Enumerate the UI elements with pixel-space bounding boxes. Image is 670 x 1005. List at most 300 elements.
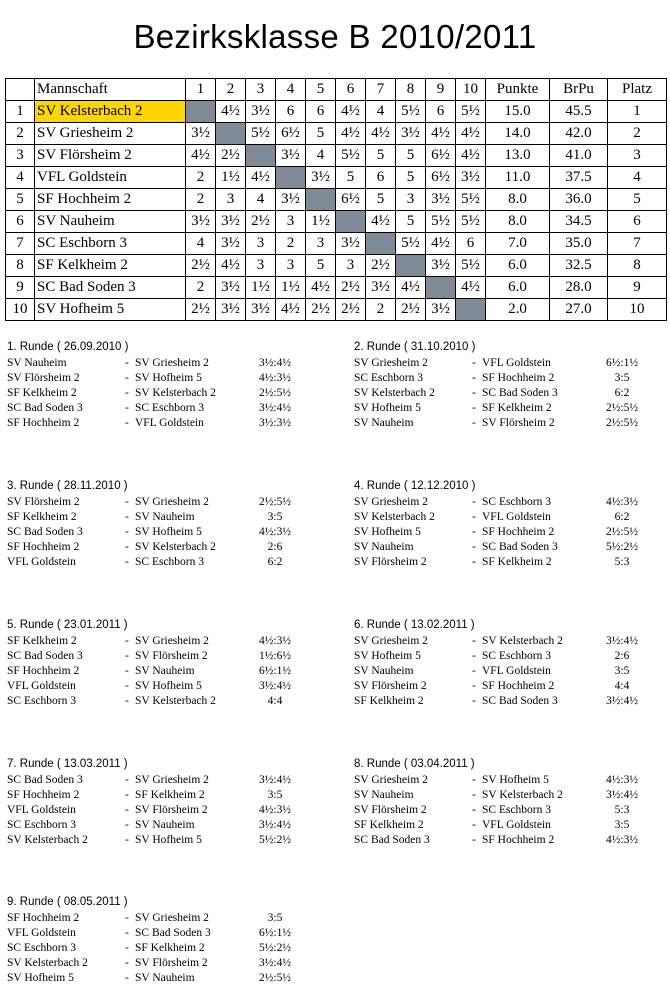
result-cell: 3	[276, 211, 306, 233]
column-header-opponent: 2	[216, 79, 246, 101]
place-cell: 6	[608, 211, 667, 233]
result-cell: 2½	[306, 299, 336, 321]
result-cell: 5	[306, 123, 336, 145]
home-team: SV Kelsterbach 2	[7, 957, 88, 969]
separator-dash: -	[472, 526, 476, 538]
match-score: 5:3	[614, 556, 630, 568]
match-score: 4:4	[267, 695, 283, 707]
home-team: SF Hochheim 2	[7, 912, 80, 924]
match-score: 6½:1½	[259, 665, 291, 677]
away-team: SV Nauheim	[135, 972, 195, 984]
round-block	[354, 618, 670, 709]
result-cell: 3½	[216, 277, 246, 299]
home-team: SV Kelsterbach 2	[354, 511, 435, 523]
result-cell: 2½	[366, 255, 396, 277]
match-row	[7, 401, 327, 416]
separator-dash: -	[472, 804, 476, 816]
separator-dash: -	[472, 417, 476, 429]
place-cell: 4	[608, 167, 667, 189]
match-row	[354, 664, 670, 679]
match-score: 5½:2½	[606, 541, 638, 553]
column-header-points: Punkte	[486, 79, 550, 101]
round-block	[354, 479, 670, 570]
result-cell: 3½	[366, 277, 396, 299]
home-team: SC Eschborn 3	[7, 942, 76, 954]
away-team: SC Eschborn 3	[135, 556, 204, 568]
result-cell: 4½	[336, 101, 366, 123]
result-cell: 4	[186, 233, 216, 255]
match-row	[354, 525, 670, 540]
column-header-team: Mannschaft	[35, 79, 186, 101]
points-cell: 11.0	[486, 167, 550, 189]
match-row	[354, 803, 670, 818]
result-cell: 6½	[426, 145, 456, 167]
round-heading: 7. Runde ( 13.03.2011 )	[7, 758, 128, 770]
home-team: VFL Goldstein	[7, 804, 76, 816]
match-row	[7, 356, 327, 371]
home-team: VFL Goldstein	[7, 927, 76, 939]
round-block	[7, 340, 327, 431]
result-cell: 2½	[396, 299, 426, 321]
points-cell: 8.0	[486, 189, 550, 211]
home-team: SV Kelsterbach 2	[7, 834, 88, 846]
place-cell: 8	[608, 255, 667, 277]
separator-dash: -	[472, 789, 476, 801]
team-name-cell: SV Flörsheim 2	[35, 145, 186, 167]
separator-dash: -	[125, 650, 129, 662]
separator-dash: -	[125, 927, 129, 939]
match-row	[354, 510, 670, 525]
match-score: 6:2	[267, 556, 283, 568]
separator-dash: -	[472, 387, 476, 399]
rank-number-cell: 8	[6, 255, 35, 277]
table-row	[6, 277, 667, 299]
result-cell: 1½	[216, 167, 246, 189]
home-team: SV Nauheim	[7, 357, 67, 369]
points-cell: 8.0	[486, 211, 550, 233]
match-row	[354, 634, 670, 649]
away-team: SF Kelkheim 2	[482, 556, 552, 568]
result-cell: 4½	[366, 123, 396, 145]
separator-dash: -	[125, 680, 129, 692]
home-team: SV Flörsheim 2	[354, 556, 427, 568]
diagonal-cell	[456, 299, 486, 321]
points-cell: 2.0	[486, 299, 550, 321]
home-team: SF Kelkheim 2	[354, 819, 424, 831]
separator-dash: -	[472, 834, 476, 846]
separator-dash: -	[472, 496, 476, 508]
result-cell: 5	[396, 211, 426, 233]
home-team: SF Kelkheim 2	[354, 695, 424, 707]
result-cell: 3½	[276, 189, 306, 211]
brpu-cell: 42.0	[550, 123, 608, 145]
result-cell: 3	[246, 255, 276, 277]
match-row	[7, 911, 327, 926]
team-name-cell: VFL Goldstein	[35, 167, 186, 189]
result-cell: 2	[186, 189, 216, 211]
match-score: 6:2	[614, 387, 630, 399]
result-cell: 5	[396, 167, 426, 189]
result-cell: 4½	[366, 211, 396, 233]
brpu-cell: 45.5	[550, 101, 608, 123]
result-cell: 3½	[396, 123, 426, 145]
result-cell: 4½	[336, 123, 366, 145]
separator-dash: -	[125, 417, 129, 429]
table-row	[6, 145, 667, 167]
result-cell: 3½	[186, 123, 216, 145]
separator-dash: -	[125, 556, 129, 568]
result-cell: 5½	[456, 101, 486, 123]
match-row	[354, 386, 670, 401]
match-row	[354, 694, 670, 709]
home-team: SV Griesheim 2	[354, 774, 428, 786]
separator-dash: -	[472, 695, 476, 707]
result-cell: 3½	[456, 167, 486, 189]
team-name-cell: SV Nauheim	[35, 211, 186, 233]
separator-dash: -	[472, 511, 476, 523]
round-heading: 9. Runde ( 08.05.2011 )	[7, 896, 128, 908]
result-cell: 6½	[336, 189, 366, 211]
team-name-cell: SV Kelsterbach 2	[35, 101, 186, 123]
result-cell: 2	[186, 277, 216, 299]
separator-dash: -	[125, 942, 129, 954]
home-team: SV Flörsheim 2	[354, 680, 427, 692]
separator-dash: -	[125, 834, 129, 846]
match-row	[354, 371, 670, 386]
standings-table	[5, 78, 667, 321]
column-header-opponent: 3	[246, 79, 276, 101]
separator-dash: -	[125, 402, 129, 414]
match-row	[354, 540, 670, 555]
result-cell: 3½	[216, 299, 246, 321]
rank-number-cell: 2	[6, 123, 35, 145]
result-cell: 6½	[276, 123, 306, 145]
away-team: SC Bad Soden 3	[135, 927, 211, 939]
team-name-cell: SC Eschborn 3	[35, 233, 186, 255]
separator-dash: -	[125, 972, 129, 984]
result-cell: 4	[306, 145, 336, 167]
away-team: SV Hofheim 5	[135, 526, 202, 538]
away-team: SV Griesheim 2	[135, 357, 209, 369]
place-cell: 9	[608, 277, 667, 299]
away-team: SF Hochheim 2	[482, 834, 555, 846]
result-cell: 2½	[186, 255, 216, 277]
result-cell: 5	[306, 255, 336, 277]
match-row	[7, 525, 327, 540]
result-cell: 4½	[396, 277, 426, 299]
match-score: 4½:3½	[606, 774, 638, 786]
separator-dash: -	[472, 635, 476, 647]
home-team: VFL Goldstein	[7, 680, 76, 692]
away-team: VFL Goldstein	[135, 417, 204, 429]
match-row	[7, 694, 327, 709]
match-score: 5½:2½	[259, 834, 291, 846]
home-team: SC Eschborn 3	[354, 372, 423, 384]
result-cell: 3½	[216, 211, 246, 233]
home-team: SF Hochheim 2	[7, 417, 80, 429]
home-team: SV Hofheim 5	[7, 972, 74, 984]
away-team: SV Hofheim 5	[482, 774, 549, 786]
match-score: 3:5	[267, 511, 283, 523]
home-team: SV Nauheim	[354, 417, 414, 429]
separator-dash: -	[125, 511, 129, 523]
result-cell: 2	[366, 299, 396, 321]
match-row	[354, 416, 670, 431]
match-row	[7, 386, 327, 401]
brpu-cell: 35.0	[550, 233, 608, 255]
result-cell: 4	[246, 189, 276, 211]
match-score: 6:2	[614, 511, 630, 523]
match-score: 2½:5½	[259, 972, 291, 984]
separator-dash: -	[125, 635, 129, 647]
away-team: VFL Goldstein	[482, 819, 551, 831]
match-score: 3½:4½	[606, 789, 638, 801]
away-team: SC Eschborn 3	[482, 804, 551, 816]
place-cell: 10	[608, 299, 667, 321]
separator-dash: -	[125, 541, 129, 553]
away-team: VFL Goldstein	[482, 665, 551, 677]
away-team: SV Hofheim 5	[135, 680, 202, 692]
match-row	[7, 510, 327, 525]
match-row	[7, 416, 327, 431]
away-team: SC Bad Soden 3	[482, 541, 558, 553]
result-cell: 4½	[456, 277, 486, 299]
round-heading: 3. Runde ( 28.11.2010 )	[7, 480, 128, 492]
away-team: SC Eschborn 3	[482, 496, 551, 508]
match-row	[354, 773, 670, 788]
table-row	[6, 255, 667, 277]
result-cell: 4½	[426, 123, 456, 145]
match-row	[354, 788, 670, 803]
away-team: SV Nauheim	[135, 819, 195, 831]
points-cell: 14.0	[486, 123, 550, 145]
match-score: 5½:2½	[259, 942, 291, 954]
round-block	[7, 618, 327, 709]
match-score: 2½:5½	[259, 496, 291, 508]
separator-dash: -	[125, 526, 129, 538]
place-cell: 1	[608, 101, 667, 123]
away-team: SV Nauheim	[135, 511, 195, 523]
table-row	[6, 123, 667, 145]
result-cell: 4½	[456, 123, 486, 145]
diagonal-cell	[396, 255, 426, 277]
away-team: SF Kelkheim 2	[135, 789, 205, 801]
result-cell: 4½	[306, 277, 336, 299]
separator-dash: -	[472, 665, 476, 677]
diagonal-cell	[216, 123, 246, 145]
home-team: SV Hofheim 5	[354, 402, 421, 414]
away-team: SC Eschborn 3	[135, 402, 204, 414]
result-cell: 4½	[246, 167, 276, 189]
match-score: 3½:4½	[259, 819, 291, 831]
separator-dash: -	[472, 556, 476, 568]
away-team: SF Kelkheim 2	[482, 402, 552, 414]
match-score: 3½:3½	[259, 417, 291, 429]
home-team: SC Bad Soden 3	[354, 834, 430, 846]
column-header-opponent: 7	[366, 79, 396, 101]
home-team: SF Hochheim 2	[7, 541, 80, 553]
column-header-opponent: 8	[396, 79, 426, 101]
match-row	[354, 495, 670, 510]
brpu-cell: 28.0	[550, 277, 608, 299]
round-heading: 8. Runde ( 03.04.2011 )	[354, 758, 475, 770]
brpu-cell: 34.5	[550, 211, 608, 233]
away-team: SC Eschborn 3	[482, 650, 551, 662]
match-score: 2½:5½	[606, 402, 638, 414]
column-header-nr	[6, 79, 35, 101]
away-team: VFL Goldstein	[482, 357, 551, 369]
result-cell: 3½	[246, 299, 276, 321]
separator-dash: -	[125, 496, 129, 508]
home-team: SV Kelsterbach 2	[354, 387, 435, 399]
round-block	[7, 479, 327, 570]
match-score: 3:5	[267, 912, 283, 924]
result-cell: 3	[276, 255, 306, 277]
home-team: SV Flörsheim 2	[7, 496, 80, 508]
place-cell: 2	[608, 123, 667, 145]
match-score: 4½:3½	[259, 804, 291, 816]
match-score: 2½:5½	[606, 526, 638, 538]
away-team: SF Kelkheim 2	[135, 942, 205, 954]
result-cell: 4	[366, 101, 396, 123]
team-name-cell: SF Kelkheim 2	[35, 255, 186, 277]
diagonal-cell	[426, 277, 456, 299]
result-cell: 5½	[456, 211, 486, 233]
match-score: 3½:4½	[259, 957, 291, 969]
match-score: 3½:4½	[259, 357, 291, 369]
match-row	[354, 833, 670, 848]
result-cell: 5½	[456, 189, 486, 211]
home-team: SV Nauheim	[354, 541, 414, 553]
rank-number-cell: 10	[6, 299, 35, 321]
away-team: VFL Goldstein	[482, 511, 551, 523]
home-team: SV Hofheim 5	[354, 650, 421, 662]
away-team: SF Hochheim 2	[482, 372, 555, 384]
result-cell: 1½	[306, 211, 336, 233]
place-cell: 5	[608, 189, 667, 211]
away-team: SV Hofheim 5	[135, 372, 202, 384]
home-team: SC Bad Soden 3	[7, 402, 83, 414]
away-team: SF Hochheim 2	[482, 680, 555, 692]
brpu-cell: 27.0	[550, 299, 608, 321]
separator-dash: -	[125, 819, 129, 831]
match-score: 4:4	[614, 680, 630, 692]
page-title: Bezirksklasse B 2010/2011	[133, 18, 537, 55]
away-team: SV Griesheim 2	[135, 912, 209, 924]
home-team: VFL Goldstein	[7, 556, 76, 568]
away-team: SF Hochheim 2	[482, 526, 555, 538]
points-cell: 15.0	[486, 101, 550, 123]
match-score: 4½:3½	[259, 372, 291, 384]
result-cell: 5	[366, 189, 396, 211]
result-cell: 3½	[336, 233, 366, 255]
home-team: SV Griesheim 2	[354, 357, 428, 369]
match-score: 3½:4½	[606, 635, 638, 647]
away-team: SV Griesheim 2	[135, 635, 209, 647]
result-cell: 5	[336, 167, 366, 189]
separator-dash: -	[125, 695, 129, 707]
brpu-cell: 41.0	[550, 145, 608, 167]
rank-number-cell: 5	[6, 189, 35, 211]
column-header-opponent: 4	[276, 79, 306, 101]
diagonal-cell	[336, 211, 366, 233]
result-cell: 5½	[456, 255, 486, 277]
home-team: SV Flörsheim 2	[7, 372, 80, 384]
rank-number-cell: 7	[6, 233, 35, 255]
points-cell: 7.0	[486, 233, 550, 255]
result-cell: 5½	[336, 145, 366, 167]
away-team: SV Nauheim	[135, 665, 195, 677]
match-score: 3½:4½	[259, 774, 291, 786]
match-row	[7, 540, 327, 555]
round-heading: 5. Runde ( 23.01.2011 )	[7, 619, 128, 631]
column-header-opponent: 5	[306, 79, 336, 101]
match-row	[7, 803, 327, 818]
match-row	[7, 679, 327, 694]
away-team: SV Flörsheim 2	[135, 957, 208, 969]
match-row	[7, 371, 327, 386]
separator-dash: -	[125, 789, 129, 801]
rank-number-cell: 6	[6, 211, 35, 233]
result-cell: 2	[186, 167, 216, 189]
round-block	[354, 340, 670, 431]
home-team: SC Bad Soden 3	[7, 774, 83, 786]
round-block	[354, 757, 670, 848]
diagonal-cell	[186, 101, 216, 123]
rank-number-cell: 9	[6, 277, 35, 299]
column-header-place: Platz	[608, 79, 667, 101]
match-score: 3:5	[614, 372, 630, 384]
result-cell: 4½	[186, 145, 216, 167]
result-cell: 5½	[426, 211, 456, 233]
result-cell: 4½	[276, 299, 306, 321]
standings-header-row	[6, 79, 667, 101]
result-cell: 6	[456, 233, 486, 255]
round-block	[7, 895, 327, 986]
away-team: SV Kelsterbach 2	[135, 695, 216, 707]
match-row	[354, 401, 670, 416]
match-row	[7, 773, 327, 788]
separator-dash: -	[125, 804, 129, 816]
separator-dash: -	[472, 541, 476, 553]
table-row	[6, 233, 667, 255]
result-cell: 5½	[396, 101, 426, 123]
diagonal-cell	[366, 233, 396, 255]
away-team: SV Hofheim 5	[135, 834, 202, 846]
result-cell: 2	[276, 233, 306, 255]
away-team: SV Griesheim 2	[135, 496, 209, 508]
separator-dash: -	[472, 357, 476, 369]
match-row	[7, 941, 327, 956]
home-team: SF Hochheim 2	[7, 789, 80, 801]
column-header-opponent: 9	[426, 79, 456, 101]
team-name-cell: SV Griesheim 2	[35, 123, 186, 145]
result-cell: 1½	[246, 277, 276, 299]
match-score: 2½:5½	[606, 417, 638, 429]
separator-dash: -	[125, 774, 129, 786]
brpu-cell: 32.5	[550, 255, 608, 277]
match-score: 2½:5½	[259, 387, 291, 399]
table-row	[6, 101, 667, 123]
rank-number-cell: 4	[6, 167, 35, 189]
result-cell: 3½	[426, 189, 456, 211]
result-cell: 2½	[336, 299, 366, 321]
result-cell: 2½	[336, 277, 366, 299]
away-team: SV Kelsterbach 2	[482, 789, 563, 801]
result-cell: 6	[366, 167, 396, 189]
result-cell: 4½	[216, 255, 246, 277]
home-team: SV Hofheim 5	[354, 526, 421, 538]
